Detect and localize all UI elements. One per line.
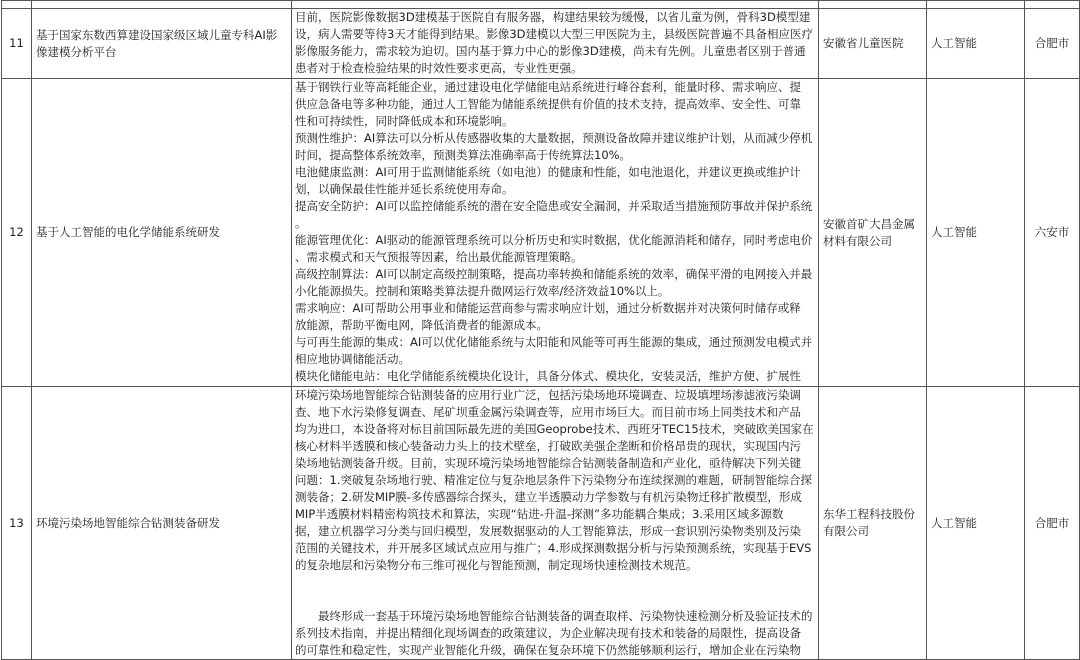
city: 六安市: [1025, 79, 1080, 387]
table-row: [2, 9, 1080, 79]
row-number: 12: [2, 79, 32, 387]
city: 合肥市: [1025, 9, 1080, 79]
field: 人工智能: [927, 387, 1025, 660]
organization: 安徽首矿大昌金属材料有限公司: [819, 79, 927, 387]
table-row: [2, 79, 1080, 387]
organization: 东华工程科技股份有限公司: [819, 387, 927, 660]
table-row-header-remnant: [2, 1, 1080, 9]
row-number: 13: [2, 387, 32, 660]
field: 人工智能: [927, 9, 1025, 79]
project-name: 环境污染场地智能综合钻测装备研发: [32, 387, 292, 660]
table-row: [2, 387, 1080, 660]
project-description: 目前，医院影像数据3D建模基于医院自有服务器，构建结果较为缓慢，以省儿童为例，骨科3D模型建 设，病人需要等待3天才能得到结果。影像3D建模以大型三甲医院为主，县级医院普遍不具备相应医疗 影像服务能力，需求较为迫切。国内基于算力中心的影像3D建模，尚未有先例。儿童患者区别于普通 患者对于检查检验结果的时效性要求更高，专业性更强。: [292, 9, 819, 79]
project-table: [1, 0, 1080, 660]
project-name: 基于国家东数西算建设国家级区域儿童专科AI影像建模分析平台: [32, 9, 292, 79]
project-description: 环境污染场地智能综合钻测装备的应用行业广泛，包括污染场地环境调查、垃圾填埋场渗滤液污染调 查、地下水污染修复调查、尾矿坝重金属污染调查等，应用市场巨大。而目前市场上同类技术和产品 均为进口，本设备将对标目前国际最先进的美国Geoprobe技术、西班牙TEC15技术，突破欧美国家在 核心材料半透膜和核心装备动力头上的技术壁垒，打破欧美强企垄断和价格昂贵的现状，实现国内污 染场地钻测装备升级。目前，实现环境污染场地智能综合钻测装备制造和产业化，亟待解决下列关键 问题：1.突破复杂场地行驶、精准定位与复杂地层条件下污染物分布连续探测的难题，研制智能综合探 测装备；2.研发MIP膜-多传感器综合探头，建立半透膜动力学参数与有机污染物迁移扩散模型，形成 MIP半透膜材料精密构筑技术和算法，实现“钻进-升温-探测”多功能耦合集成；3.采用区域多源数 据，建立机器学习分类与回归模型，发展数据驱动的人工智能算法，形成一套识别污染物类别及污染 范围的关键技术，并开展多区域试点应用与推广；4.形成探测数据分析与污染预测系统，实现基于EVS 的复杂地层和污染物分布三维可视化与智能预测，制定现场快速检测技术规范。 最终形成一套基于环境污染场地智能综合钻测装备的调查取样、污染物快速检测分析及验证技术的 系列技术指南，并提出精细化现场调查的政策建议，为企业解决现有技术和装备的局限性，提高设备 的可靠性和稳定性，实现产业智能化升级，确保在复杂环境下仍然能够顺利运行，增加企业在污染物: [292, 387, 819, 660]
project-name: 基于人工智能的电化学储能系统研发: [32, 79, 292, 387]
field: 人工智能: [927, 79, 1025, 387]
organization: 安徽省儿童医院: [819, 9, 927, 79]
row-number: 11: [2, 9, 32, 79]
project-description: 基于钢铁行业等高耗能企业，通过建设电化学储能电站系统进行峰谷套利，能量时移、需求响应、提 供应急备电等多种功能，通过人工智能为储能系统提供有价值的技术支持，提高效率、安全性、可靠 性和可持续性，同时降低成本和环境影响。 预测性维护：AI算法可以分析从传感器收集的大量数据，预测设备故障并建议维护计划，从而减少停机 时间，提高整体系统效率，预测类算法准确率高于传统算法10%。 电池健康监测：AI可用于监测储能系统（如电池）的健康和性能，如电池退化，并建议更换或维护计 划，以确保最佳性能并延长系统使用寿命。 提高安全防护：AI可以监控储能系统的潜在安全隐患或安全漏洞，并采取适当措施预防事故并保护系统 。 能源管理优化：AI驱动的能源管理系统可以分析历史和实时数据，优化能源消耗和储存，同时考虑电价 、需求模式和天气预报等因素，给出最优能源管理策略。 高级控制算法：AI可以制定高级控制策略，提高功率转换和储能系统的效率，确保平滑的电网接入并最 小化能源损失。控制和策略类算法提升微网运行效率/经济效益10%以上。 需求响应：AI可帮助公用事业和储能运营商参与需求响应计划，通过分析数据并对决策何时储存或释 放能源，帮助平衡电网，降低消费者的能源成本。 与可再生能源的集成：AI可以优化储能系统与太阳能和风能等可再生能源的集成，通过预测发电模式并 相应地协调储能活动。 模块化储能电站：电化学储能系统模块化设计，具备分体式、模块化，安装灵活，维护方便、扩展性: [292, 79, 819, 387]
city: 合肥市: [1025, 387, 1080, 660]
